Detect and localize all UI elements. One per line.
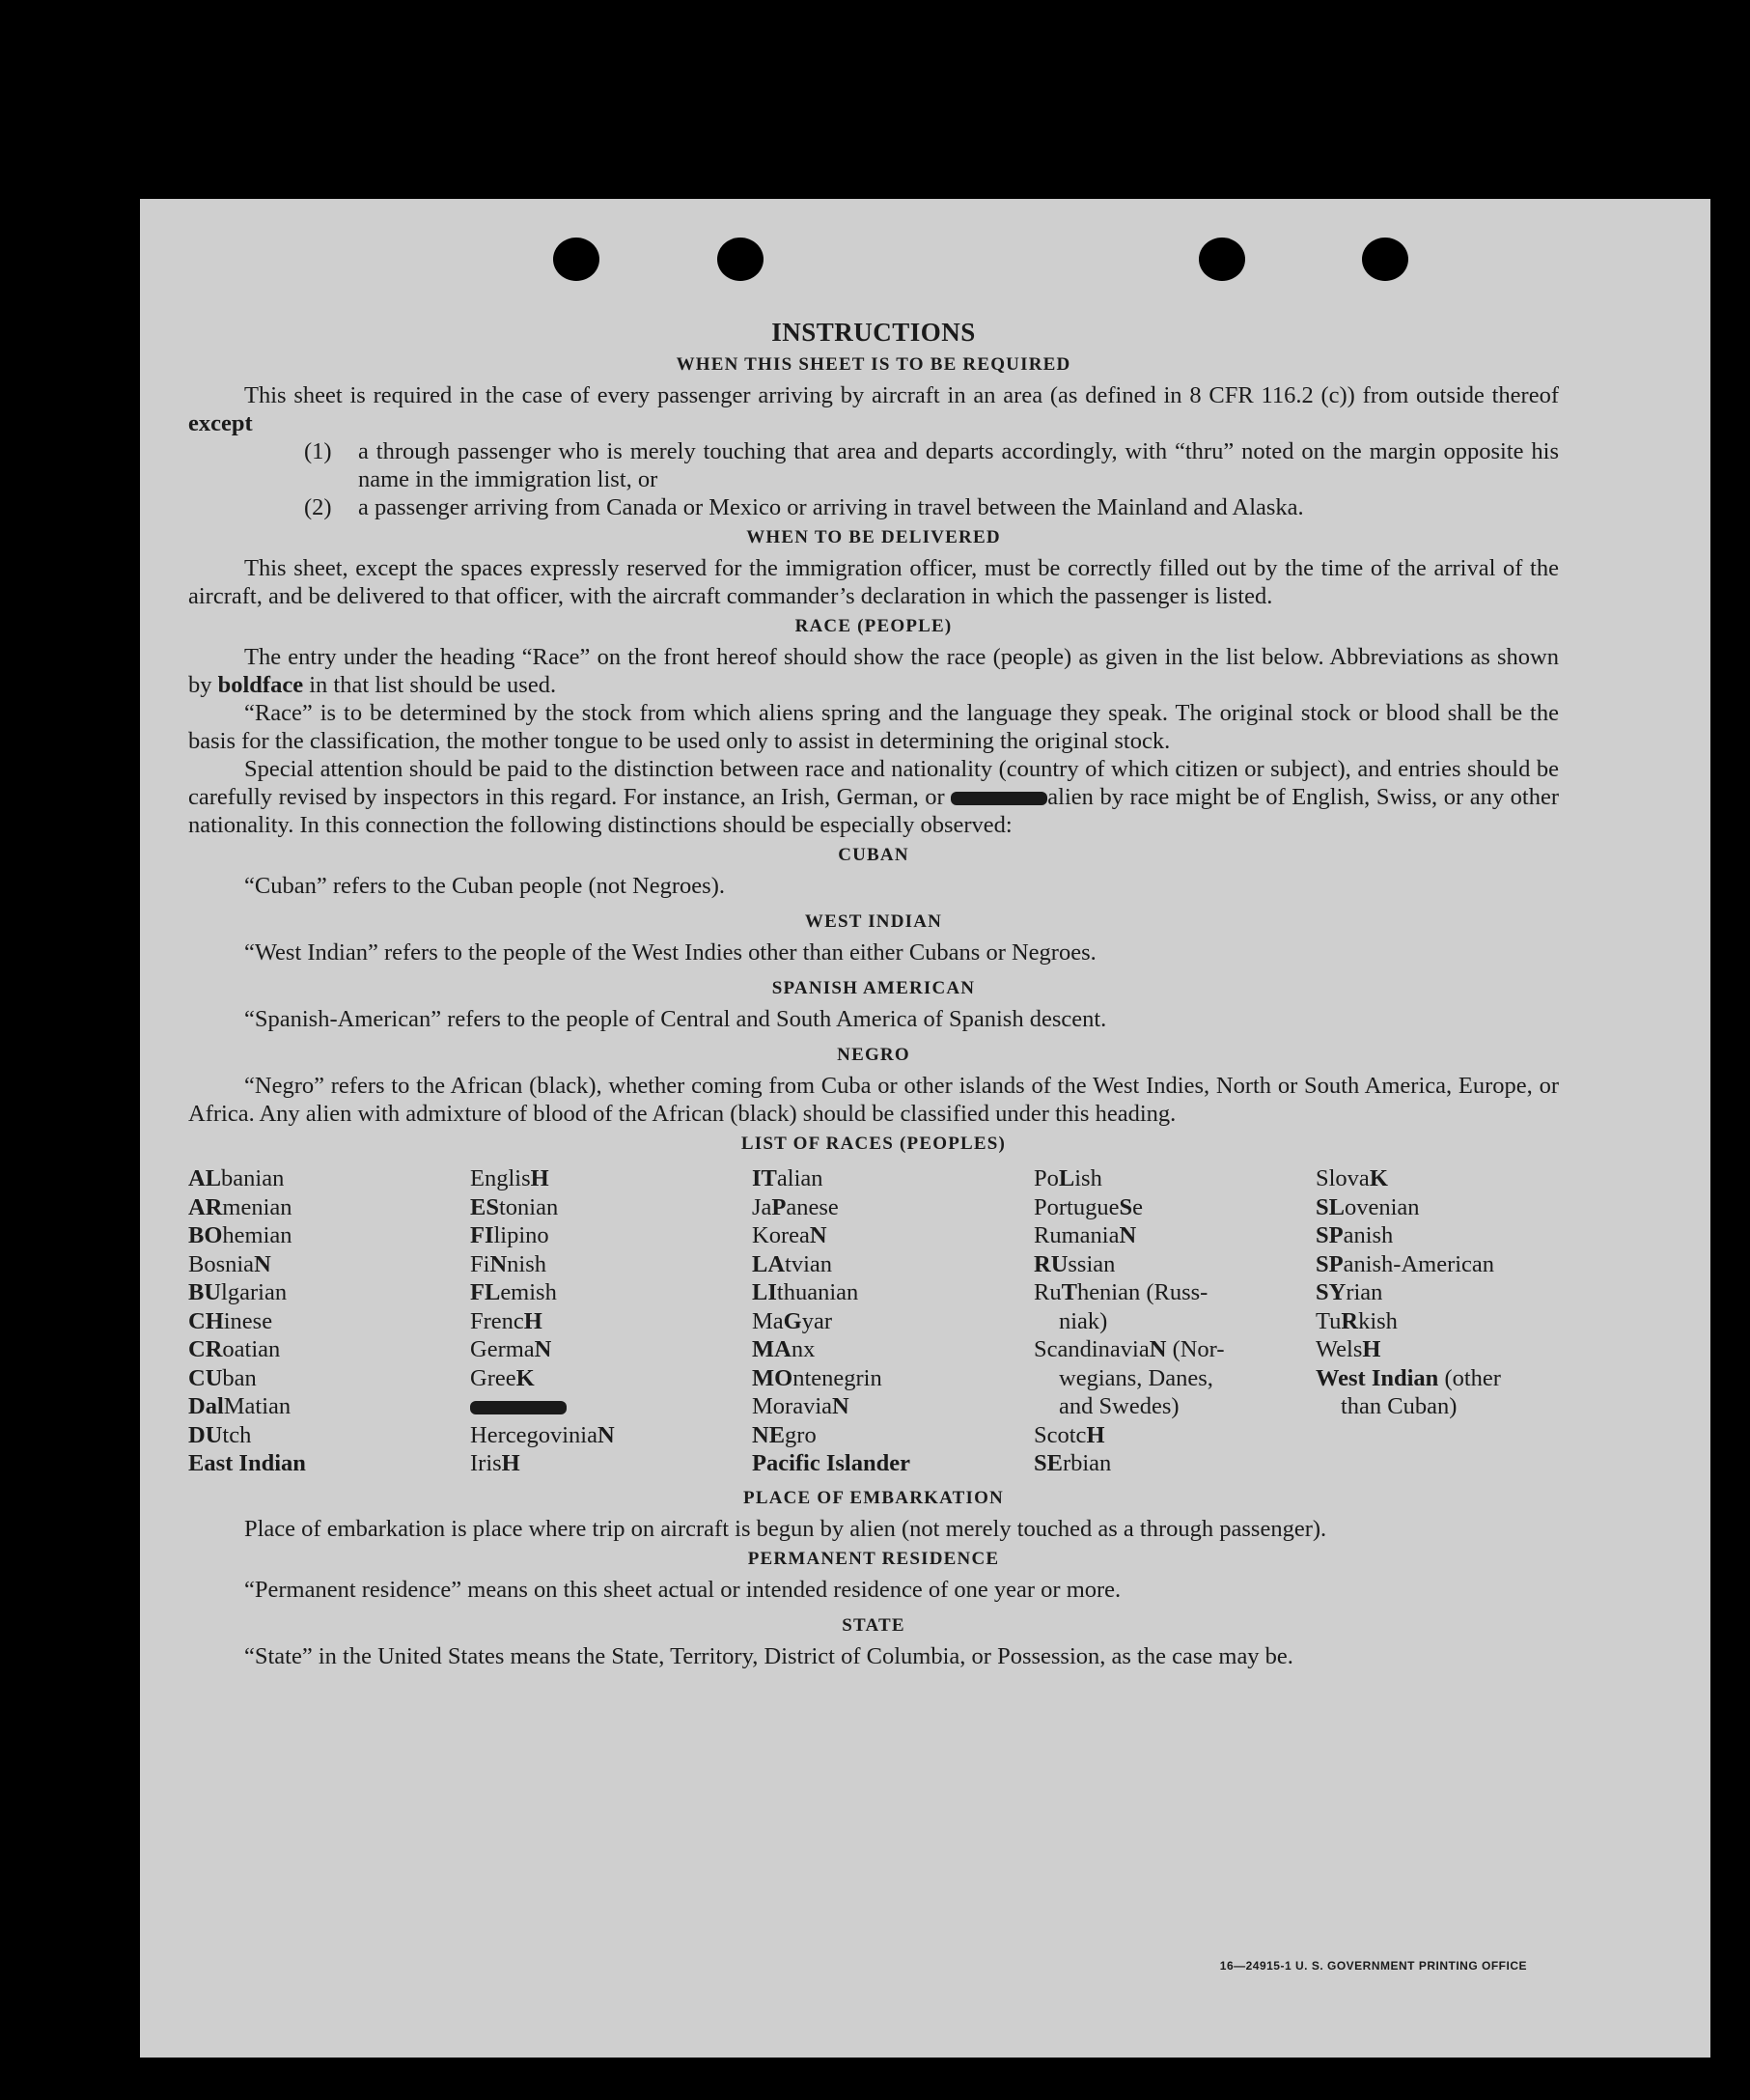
race-p3-text-end: alien by race might be of English, Swiss, or any other nationality. In this connection the following distinctions should be especially observed: — [188, 784, 1560, 838]
race-entry — [752, 1164, 1034, 1193]
race-paragraph-3 — [188, 755, 1559, 839]
race-entry — [752, 1335, 1034, 1364]
section-heading-embarkation: PLACE OF EMBARKATION — [743, 1487, 1004, 1508]
item-text: a through passenger who is merely touching that area and departs accordingly, with “thru” noted on the margin opposite his name in the immigration list, or — [358, 438, 1559, 492]
race-text: yar — [801, 1307, 833, 1334]
race-entry — [188, 1250, 470, 1279]
race-entry — [470, 1421, 752, 1450]
race-abbrev: SE — [1034, 1450, 1063, 1476]
required-intro-text: This sheet is required in the case of every passenger arriving by aircraft in an area (as defined in 8 CFR 116.2 (c)) from outside thereof — [244, 382, 1559, 408]
race-abbrev: NE — [752, 1421, 786, 1448]
race-entry — [470, 1250, 752, 1279]
race-entry — [470, 1335, 752, 1364]
race-text: ban — [222, 1364, 257, 1391]
race-entry — [1316, 1335, 1567, 1364]
section-heading-cuban: CUBAN — [838, 845, 909, 865]
race-abbrev: AR — [188, 1193, 223, 1220]
race-text: Germa — [470, 1336, 535, 1362]
spanish-american-text: “Spanish-American” refers to the people of Central and South America of Spanish descent. — [244, 1006, 1107, 1032]
race-p1-text: The entry under the heading “Race” on the front hereof should show the race (people) as given in the list below. Abbreviations as shown by — [188, 644, 1559, 698]
race-entry — [752, 1307, 1034, 1336]
races-column — [1034, 1164, 1316, 1478]
race-text: lgarian — [221, 1279, 288, 1305]
race-abbrev: SL — [1316, 1193, 1345, 1220]
race-text: anish-American — [1343, 1250, 1495, 1277]
race-entry — [470, 1193, 752, 1222]
race-entry — [188, 1421, 470, 1450]
race-text: Fi — [470, 1250, 490, 1277]
section-heading-delivered: WHEN TO BE DELIVERED — [746, 527, 1001, 547]
race-entry — [752, 1250, 1034, 1279]
race-abbrev: N — [597, 1421, 615, 1448]
race-abbrev: ES — [470, 1193, 499, 1220]
state-text: “State” in the United States means the State, Territory, District of Columbia, or Possession, as the case may be. — [244, 1642, 1293, 1669]
race-abbrev: MA — [752, 1336, 792, 1362]
race-text: Hercegovinia — [470, 1421, 597, 1448]
race-entry — [1034, 1364, 1316, 1393]
race-abbrev: CH — [188, 1307, 224, 1334]
race-text: wegians, Danes, — [1059, 1364, 1213, 1391]
west-indian-text: “West Indian” refers to the people of the West Indies other than either Cubans or Negroes. — [244, 939, 1097, 966]
race-text: Scotc — [1034, 1421, 1087, 1448]
race-text: Frenc — [470, 1307, 524, 1334]
race-abbrev: FL — [470, 1279, 501, 1305]
race-entry — [188, 1307, 470, 1336]
race-text: Gree — [470, 1364, 516, 1391]
race-abbrev: P — [771, 1193, 787, 1220]
race-p1-text-end: in that list should be used. — [309, 672, 557, 698]
race-abbrev: CR — [188, 1336, 223, 1362]
race-entry — [752, 1193, 1034, 1222]
race-abbrev: N — [1119, 1222, 1137, 1248]
race-text: Po — [1034, 1165, 1059, 1191]
race-entry — [1034, 1193, 1316, 1222]
race-entry — [188, 1335, 470, 1364]
race-entry — [188, 1364, 470, 1393]
race-text: (Nor- — [1166, 1336, 1225, 1362]
race-text: ssian — [1068, 1250, 1116, 1277]
race-entry — [470, 1307, 752, 1336]
punch-hole — [717, 238, 764, 281]
race-entry — [1034, 1278, 1316, 1307]
race-abbrev: H — [523, 1307, 542, 1334]
race-paragraph-2: “Race” is to be determined by the stock from which aliens spring and the language they speak. The original stock or blood shall be the basis for the classification, the mother tongue to be used only to assist in determining the original stock. — [188, 700, 1559, 754]
instructions-body — [188, 319, 1559, 1670]
race-text: emish — [500, 1279, 557, 1305]
race-text: kish — [1358, 1307, 1398, 1334]
punch-hole — [1362, 238, 1408, 281]
race-text: Englis — [470, 1165, 531, 1191]
section-heading-spanish-american: SPANISH AMERICAN — [771, 978, 976, 998]
race-abbrev: S — [1119, 1193, 1133, 1220]
punch-hole — [1199, 238, 1245, 281]
race-abbrev: LI — [752, 1279, 777, 1305]
race-text: gro — [785, 1421, 817, 1448]
race-entry — [1316, 1392, 1567, 1421]
race-text: Ru — [1034, 1279, 1062, 1305]
form-sheet — [140, 199, 1710, 2058]
race-entry — [1034, 1392, 1316, 1421]
race-entry — [188, 1449, 470, 1478]
race-text: lipino — [493, 1222, 549, 1248]
race-abbrev: L — [1058, 1165, 1075, 1191]
races-column — [752, 1164, 1034, 1478]
redaction-mark — [951, 792, 1047, 805]
race-entry — [752, 1221, 1034, 1250]
race-entry — [1034, 1250, 1316, 1279]
race-text: anish — [1343, 1222, 1394, 1248]
race-text: and Swedes) — [1059, 1393, 1180, 1419]
section-heading-residence: PERMANENT RESIDENCE — [747, 1548, 1000, 1569]
race-entry — [1316, 1278, 1567, 1307]
race-abbrev: H — [530, 1165, 549, 1191]
section-heading-west-indian: WEST INDIAN — [804, 911, 943, 932]
race-entry — [1316, 1307, 1567, 1336]
page-title: INSTRUCTIONS — [771, 318, 976, 347]
race-entry — [1316, 1164, 1567, 1193]
race-entry — [1034, 1221, 1316, 1250]
races-column — [188, 1164, 470, 1478]
race-text: inese — [223, 1307, 273, 1334]
race-text: Portugue — [1034, 1193, 1120, 1220]
race-abbrev: SY — [1316, 1279, 1347, 1305]
boldface-word: boldface — [217, 672, 304, 698]
race-entry — [1034, 1307, 1316, 1336]
race-entry — [470, 1392, 752, 1421]
race-abbrev: West Indian — [1316, 1364, 1439, 1391]
race-text: nish — [507, 1250, 546, 1277]
race-entry — [188, 1278, 470, 1307]
race-text: Slova — [1316, 1165, 1370, 1191]
race-text: tvian — [785, 1250, 833, 1277]
race-text: henian (Russ- — [1076, 1279, 1208, 1305]
race-text: rbian — [1062, 1450, 1112, 1476]
race-abbrev: SP — [1316, 1250, 1344, 1277]
race-abbrev: AL — [188, 1165, 222, 1191]
race-entry — [1316, 1250, 1567, 1279]
cuban-text: “Cuban” refers to the Cuban people (not Negroes). — [244, 873, 725, 899]
race-text: Moravia — [752, 1393, 832, 1419]
race-text: Wels — [1316, 1336, 1363, 1362]
race-entry — [188, 1193, 470, 1222]
race-text: e — [1132, 1193, 1143, 1220]
race-text: niak) — [1059, 1307, 1108, 1334]
section-heading-required: WHEN THIS SHEET IS TO BE REQUIRED — [676, 354, 1071, 375]
race-abbrev: Pacific Islander — [752, 1450, 910, 1476]
race-text: rian — [1346, 1279, 1383, 1305]
race-abbrev: N — [1149, 1336, 1167, 1362]
race-entry — [752, 1278, 1034, 1307]
exception-item — [304, 493, 1559, 521]
section-heading-state: STATE — [842, 1614, 905, 1636]
race-abbrev: LA — [752, 1250, 786, 1277]
race-entry — [188, 1221, 470, 1250]
negro-text: “Negro” refers to the African (black), whether coming from Cuba or other islands of the West Indies, North or South America, Europe, or Africa. Any alien with admixture of blood of the African (black) should be classified under this heading. — [188, 1073, 1559, 1127]
race-text: banian — [221, 1165, 285, 1191]
race-abbrev: N — [254, 1250, 271, 1277]
race-text: Korea — [752, 1222, 810, 1248]
race-text: than Cuban) — [1341, 1393, 1458, 1419]
printing-office-imprint: 16—24915-1 U. S. GOVERNMENT PRINTING OFFICE — [1219, 1959, 1527, 1973]
race-text: alian — [776, 1165, 823, 1191]
race-text: Bosnia — [188, 1250, 255, 1277]
item-text: a passenger arriving from Canada or Mexico or arriving in travel between the Mainland and Alaska. — [358, 494, 1304, 520]
race-abbrev: N — [809, 1222, 827, 1248]
race-abbrev: East Indian — [188, 1450, 306, 1476]
race-entry — [470, 1278, 752, 1307]
race-entry — [752, 1392, 1034, 1421]
race-abbrev: K — [515, 1364, 535, 1391]
race-abbrev: FI — [470, 1222, 494, 1248]
section-heading-negro: NEGRO — [837, 1045, 910, 1065]
race-text: oatian — [222, 1336, 281, 1362]
race-entry — [1034, 1421, 1316, 1450]
race-text: nx — [791, 1336, 816, 1362]
except-word: except — [188, 410, 253, 436]
item-number: (2) — [304, 494, 332, 520]
race-text: ntenegrin — [792, 1364, 882, 1391]
race-text: Iris — [470, 1450, 502, 1476]
race-entry — [470, 1449, 752, 1478]
race-entry — [188, 1164, 470, 1193]
race-text: tonian — [498, 1193, 559, 1220]
race-abbrev: DU — [188, 1421, 223, 1448]
race-abbrev: BO — [188, 1222, 223, 1248]
race-entry — [470, 1164, 752, 1193]
race-entry — [752, 1421, 1034, 1450]
race-text: anese — [786, 1193, 839, 1220]
item-number: (1) — [304, 438, 332, 464]
race-entry — [1316, 1193, 1567, 1222]
race-entry — [470, 1221, 752, 1250]
race-text: ish — [1074, 1165, 1102, 1191]
redaction-mark — [470, 1401, 567, 1414]
race-text: Tu — [1316, 1307, 1342, 1334]
race-entry — [1316, 1221, 1567, 1250]
race-entry — [1316, 1364, 1567, 1393]
race-text: hemian — [222, 1222, 292, 1248]
race-entry — [1034, 1164, 1316, 1193]
race-text: Ma — [752, 1307, 784, 1334]
race-abbrev: T — [1061, 1279, 1077, 1305]
race-abbrev: SP — [1316, 1222, 1344, 1248]
race-entry — [1034, 1449, 1316, 1478]
race-paragraph-1 — [188, 643, 1559, 699]
delivered-text: This sheet, except the spaces expressly reserved for the immigration officer, must be correctly filled out by the time of the arrival of the aircraft, and be delivered to that officer, with the aircraft commander’s declaration in which the passenger is listed. — [188, 555, 1559, 609]
race-abbrev: R — [1341, 1307, 1359, 1334]
race-text: (other — [1438, 1364, 1501, 1391]
race-p3-text: Special attention should be paid to the distinction between race and nationality (country of which citizen or subject), and entries should be carefully revised by inspectors in this regard. For instance, an Irish, German, or — [188, 756, 1559, 810]
race-abbrev: H — [501, 1450, 520, 1476]
race-text: thuanian — [776, 1279, 859, 1305]
race-text: tch — [222, 1421, 252, 1448]
race-text: ovenian — [1344, 1193, 1420, 1220]
residence-text: “Permanent residence” means on this sheet actual or intended residence of one year or more. — [244, 1576, 1122, 1603]
race-abbrev: N — [489, 1250, 508, 1277]
race-abbrev: N — [832, 1393, 849, 1419]
races-column — [470, 1164, 752, 1478]
race-abbrev: IT — [752, 1165, 777, 1191]
race-text: menian — [222, 1193, 292, 1220]
race-entry — [1034, 1335, 1316, 1364]
race-abbrev: RU — [1034, 1250, 1069, 1277]
race-text: Scandinavia — [1034, 1336, 1150, 1362]
race-abbrev: CU — [188, 1364, 223, 1391]
race-entry — [188, 1392, 470, 1421]
races-list — [188, 1164, 1559, 1478]
embarkation-text: Place of embarkation is place where trip on aircraft is begun by alien (not merely touched as a through passenger). — [244, 1515, 1327, 1542]
race-abbrev: Dal — [188, 1393, 224, 1419]
race-text: Matian — [223, 1393, 292, 1419]
required-intro — [188, 381, 1559, 437]
race-abbrev: H — [1362, 1336, 1381, 1362]
race-abbrev: G — [783, 1307, 802, 1334]
punch-hole — [553, 238, 599, 281]
race-entry — [752, 1449, 1034, 1478]
race-abbrev: K — [1369, 1165, 1388, 1191]
races-column — [1316, 1164, 1567, 1478]
race-text: Rumania — [1034, 1222, 1120, 1248]
section-heading-race: RACE (PEOPLE) — [794, 616, 953, 636]
race-abbrev: H — [1086, 1421, 1105, 1448]
exception-item — [304, 437, 1559, 493]
race-abbrev: BU — [188, 1279, 222, 1305]
race-entry — [752, 1364, 1034, 1393]
section-heading-races-list: LIST OF RACES (PEOPLES) — [740, 1134, 1007, 1154]
race-entry — [470, 1364, 752, 1393]
race-abbrev: MO — [752, 1364, 793, 1391]
race-text: Ja — [752, 1193, 772, 1220]
race-abbrev: N — [534, 1336, 552, 1362]
